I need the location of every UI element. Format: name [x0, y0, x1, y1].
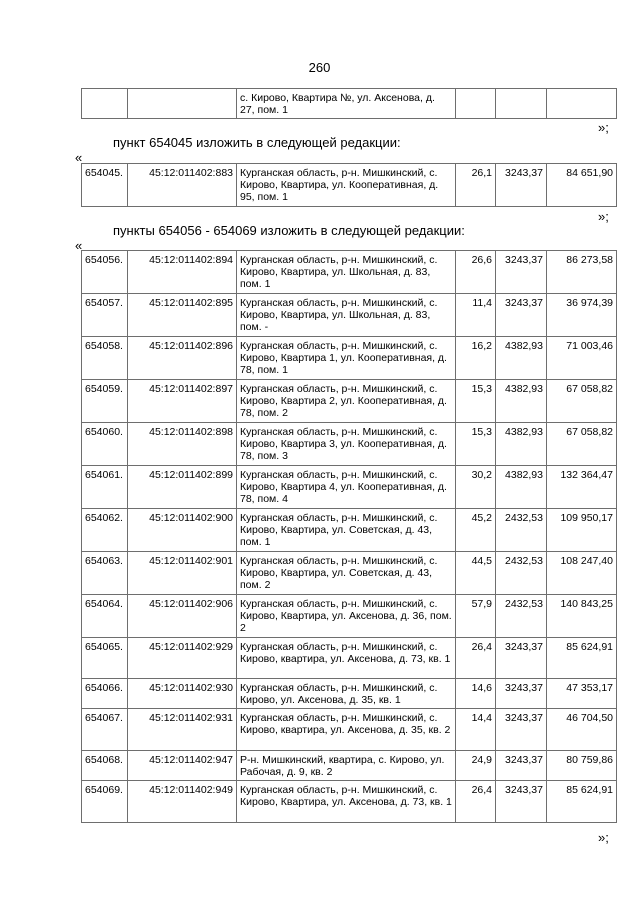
cell-addr: Курганская область, р-н. Мишкинский, с. Кирово, Квартира, ул. Кооперативная, д. 95, пом. 1	[237, 164, 456, 207]
cell-rate: 3243,37	[496, 164, 547, 207]
closing-quote: »;	[598, 830, 609, 845]
table-row	[82, 89, 617, 119]
cell-rate: 3243,37	[496, 679, 547, 709]
table-row	[82, 679, 617, 709]
cell-cad: 45:12:011402:906	[128, 595, 237, 638]
section2-heading: пункты 654056 - 654069 изложить в следующей редакции:	[113, 223, 465, 238]
cell-num	[82, 89, 128, 119]
cell-addr: Р-н. Мишкинский, квартира, с. Кирово, ул. Рабочая, д. 9, кв. 2	[237, 751, 456, 781]
cell-addr: Курганская область, р-н. Мишкинский, с. Кирово, Квартира, ул. Аксенова, д. 36, пом. 2	[237, 595, 456, 638]
cell-addr: Курганская область, р-н. Мишкинский, с. Кирово, Квартира, ул. Советская, д. 43, пом. 2	[237, 552, 456, 595]
cell-area: 45,2	[456, 509, 496, 552]
cell-rate: 4382,93	[496, 466, 547, 509]
table-row	[82, 337, 617, 380]
cell-area: 57,9	[456, 595, 496, 638]
table-row	[82, 164, 617, 207]
cell-rate: 3243,37	[496, 251, 547, 294]
cell-num: 654065.	[82, 638, 128, 679]
cell-cad: 45:12:011402:947	[128, 751, 237, 781]
table-row	[82, 509, 617, 552]
cell-cad: 45:12:011402:901	[128, 552, 237, 595]
section1-heading: пункт 654045 изложить в следующей редакции:	[113, 135, 401, 150]
cell-rate: 3243,37	[496, 781, 547, 823]
cell-addr: Курганская область, р-н. Мишкинский, с. Кирово, Квартира, ул. Школьная, д. 83, пом. -	[237, 294, 456, 337]
cell-value: 46 704,50	[547, 709, 617, 751]
table-row	[82, 552, 617, 595]
cell-area	[456, 89, 496, 119]
cell-value: 71 003,46	[547, 337, 617, 380]
cell-value: 36 974,39	[547, 294, 617, 337]
cell-area: 26,1	[456, 164, 496, 207]
table-row	[82, 251, 617, 294]
cell-value: 67 058,82	[547, 423, 617, 466]
cell-cad: 45:12:011402:949	[128, 781, 237, 823]
cell-rate: 2432,53	[496, 552, 547, 595]
cell-area: 11,4	[456, 294, 496, 337]
cell-rate: 3243,37	[496, 638, 547, 679]
cell-cad: 45:12:011402:931	[128, 709, 237, 751]
cell-addr: Курганская область, р-н. Мишкинский, с. Кирово, Квартира 1, ул. Кооперативная, д. 78, пом. 1	[237, 337, 456, 380]
cell-num: 654066.	[82, 679, 128, 709]
cell-rate: 3243,37	[496, 709, 547, 751]
cell-cad: 45:12:011402:900	[128, 509, 237, 552]
cell-addr: Курганская область, р-н. Мишкинский, с. Кирово, квартира, ул. Аксенова, д. 35, кв. 2	[237, 709, 456, 751]
cell-addr: Курганская область, р-н. Мишкинский, с. Кирово, Квартира 4, ул. Кооперативная, д. 78, пом. 4	[237, 466, 456, 509]
cell-num: 654063.	[82, 552, 128, 595]
cell-num: 654058.	[82, 337, 128, 380]
cell-num: 654064.	[82, 595, 128, 638]
cell-value: 85 624,91	[547, 781, 617, 823]
cell-value: 86 273,58	[547, 251, 617, 294]
cell-value: 47 353,17	[547, 679, 617, 709]
cell-rate: 4382,93	[496, 423, 547, 466]
cell-area: 24,9	[456, 751, 496, 781]
table-row	[82, 638, 617, 679]
cell-rate: 3243,37	[496, 751, 547, 781]
cell-value: 108 247,40	[547, 552, 617, 595]
opening-quote: «	[75, 150, 83, 165]
table-row	[82, 380, 617, 423]
cell-num: 654061.	[82, 466, 128, 509]
cell-addr: с. Кирово, Квартира №, ул. Аксенова, д. 27, пом. 1	[237, 89, 456, 119]
cell-cad: 45:12:011402:883	[128, 164, 237, 207]
cell-rate: 3243,37	[496, 294, 547, 337]
top-table	[81, 88, 617, 119]
cell-addr: Курганская область, р-н. Мишкинский, с. Кирово, ул. Аксенова, д. 35, кв. 1	[237, 679, 456, 709]
cell-addr: Курганская область, р-н. Мишкинский, с. Кирово, Квартира, ул. Аксенова, д. 73, кв. 1	[237, 781, 456, 823]
cell-area: 15,3	[456, 423, 496, 466]
table-row	[82, 751, 617, 781]
cell-cad: 45:12:011402:899	[128, 466, 237, 509]
cell-num: 654068.	[82, 751, 128, 781]
table-row	[82, 709, 617, 751]
cell-cad: 45:12:011402:894	[128, 251, 237, 294]
table-row	[82, 423, 617, 466]
cell-value: 140 843,25	[547, 595, 617, 638]
cell-rate: 4382,93	[496, 337, 547, 380]
cell-area: 26,4	[456, 638, 496, 679]
cell-num: 654056.	[82, 251, 128, 294]
cell-area: 30,2	[456, 466, 496, 509]
opening-quote: «	[75, 238, 83, 253]
cell-value: 85 624,91	[547, 638, 617, 679]
closing-quote: »;	[598, 120, 609, 135]
cell-value	[547, 89, 617, 119]
cell-cad: 45:12:011402:896	[128, 337, 237, 380]
cell-cad: 45:12:011402:898	[128, 423, 237, 466]
cell-num: 654067.	[82, 709, 128, 751]
cell-rate: 2432,53	[496, 509, 547, 552]
cell-area: 44,5	[456, 552, 496, 595]
cell-area: 14,6	[456, 679, 496, 709]
cell-num: 654060.	[82, 423, 128, 466]
cell-value: 67 058,82	[547, 380, 617, 423]
page-number: 260	[308, 60, 331, 75]
cell-value: 109 950,17	[547, 509, 617, 552]
closing-quote: »;	[598, 209, 609, 224]
cell-value: 132 364,47	[547, 466, 617, 509]
section2-table	[81, 250, 617, 823]
cell-area: 26,4	[456, 781, 496, 823]
table-row	[82, 294, 617, 337]
cell-num: 654069.	[82, 781, 128, 823]
cell-addr: Курганская область, р-н. Мишкинский, с. Кирово, квартира, ул. Аксенова, д. 73, кв. 1	[237, 638, 456, 679]
table-row	[82, 466, 617, 509]
cell-value: 80 759,86	[547, 751, 617, 781]
cell-num: 654059.	[82, 380, 128, 423]
section1-table	[81, 163, 617, 207]
table-row	[82, 781, 617, 823]
cell-addr: Курганская область, р-н. Мишкинский, с. Кирово, Квартира 3, ул. Кооперативная, д. 78, пом. 3	[237, 423, 456, 466]
cell-cad: 45:12:011402:929	[128, 638, 237, 679]
cell-cad: 45:12:011402:930	[128, 679, 237, 709]
cell-cad: 45:12:011402:895	[128, 294, 237, 337]
cell-cad: 45:12:011402:897	[128, 380, 237, 423]
cell-addr: Курганская область, р-н. Мишкинский, с. Кирово, Квартира, ул. Школьная, д. 83, пом. 1	[237, 251, 456, 294]
cell-area: 15,3	[456, 380, 496, 423]
cell-num: 654057.	[82, 294, 128, 337]
cell-rate: 4382,93	[496, 380, 547, 423]
cell-area: 14,4	[456, 709, 496, 751]
cell-num: 654062.	[82, 509, 128, 552]
cell-area: 16,2	[456, 337, 496, 380]
cell-area: 26,6	[456, 251, 496, 294]
cell-value: 84 651,90	[547, 164, 617, 207]
cell-rate	[496, 89, 547, 119]
cell-rate: 2432,53	[496, 595, 547, 638]
table-row	[82, 595, 617, 638]
cell-cad	[128, 89, 237, 119]
cell-addr: Курганская область, р-н. Мишкинский, с. Кирово, Квартира, ул. Советская, д. 43, пом. 1	[237, 509, 456, 552]
cell-num: 654045.	[82, 164, 128, 207]
cell-addr: Курганская область, р-н. Мишкинский, с. Кирово, Квартира 2, ул. Кооперативная, д. 78, пом. 2	[237, 380, 456, 423]
